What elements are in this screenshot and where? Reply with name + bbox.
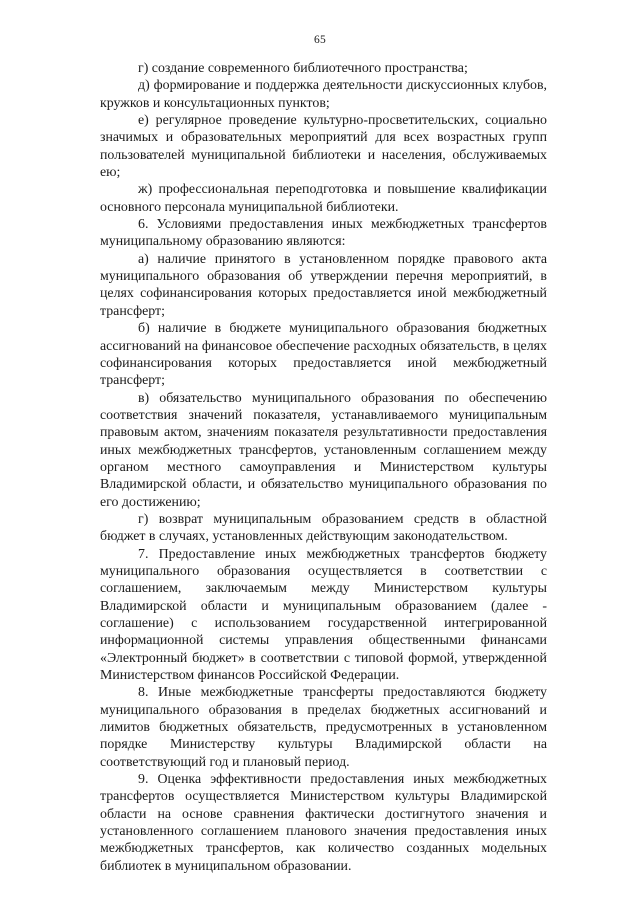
paragraph-section-8-limits: 8. Иные межбюджетные трансферты предоставляются бюджету муниципального образования в пределах бюджетных ассигнований и лимитов бюджетных обязательств, предусмотренных в установленном порядке Министерству культуры Владимирской области на соответствующий год и плановый период. [100,685,547,770]
page-number: 65 [313,34,327,46]
paragraph-condition-g-refund: г) возврат муниципальным образованием средств в областной бюджет в случаях, установленных действующим законодательством. [100,511,547,545]
paragraph-item-g-library-space: г) создание современного библиотечного пространства; [138,61,468,76]
paragraph-condition-a-legal-act: а) наличие принятого в установленном порядке правового акта муниципального образования об утверждении перечня мероприятий, в целях софинансирования которых предоставляется иной межбюджетный трансферт; [100,251,547,319]
paragraph-condition-b-budget: б) наличие в бюджете муниципального образования бюджетных ассигнований на финансовое обеспечение расходных обязательств, в целях софинансирования которых предоставляется иной межбюджетный трансферт; [100,321,547,389]
paragraph-item-zh-staff-training: ж) профессиональная переподготовка и повышение квалификации основного персонала муниципальной библиотеки. [100,182,547,215]
document-body [100,60,547,875]
paragraph-section-6-conditions: 6. Условиями предоставления иных межбюджетных трансфертов муниципальному образованию являются: [100,217,547,250]
paragraph-section-7-agreement: 7. Предоставление иных межбюджетных трансфертов бюджету муниципального образования осуществляется в соответствии с соглашением, заключаемым между Министерством культуры Владимирской области и муниципальным образованием (далее - соглашение) с использованием государственной интегрированной информационной системы управления общественными финансами «Электронный бюджет» в соответствии с типовой формой, утвержденной Министерством финансов Российской Федерации. [100,546,547,684]
paragraph-item-d-discussion-clubs: д) формирование и поддержка деятельности дискуссионных клубов, кружков и консультационных пунктов; [100,78,547,111]
paragraph-section-9-evaluation: 9. Оценка эффективности предоставления иных межбюджетных трансфертов осуществляется Министерством культуры Владимирской области на основе сравнения фактически достигнутого значения и установленного соглашением планового значения предоставления иных межбюджетных трансфертов, как количество созданных модельных библиотек в муниципальном образовании. [100,772,547,874]
paragraph-condition-v-obligation: в) обязательство муниципального образования по обеспечению соответствия значений показателя, устанавливаемого муниципальным правовым актом, значениям показателя результативности предоставления иных межбюджетных трансфертов, установленным соглашением между органом местного самоуправления и Министерством культуры Владимирской области, и обязательство муниципального образования по его достижению; [100,390,547,510]
paragraph-item-e-cultural-events: е) регулярное проведение культурно-просветительских, социально значимых и образовательных мероприятий для всех возрастных групп пользователей муниципальной библиотеки и населения, обслуживаемых ею; [100,113,547,181]
